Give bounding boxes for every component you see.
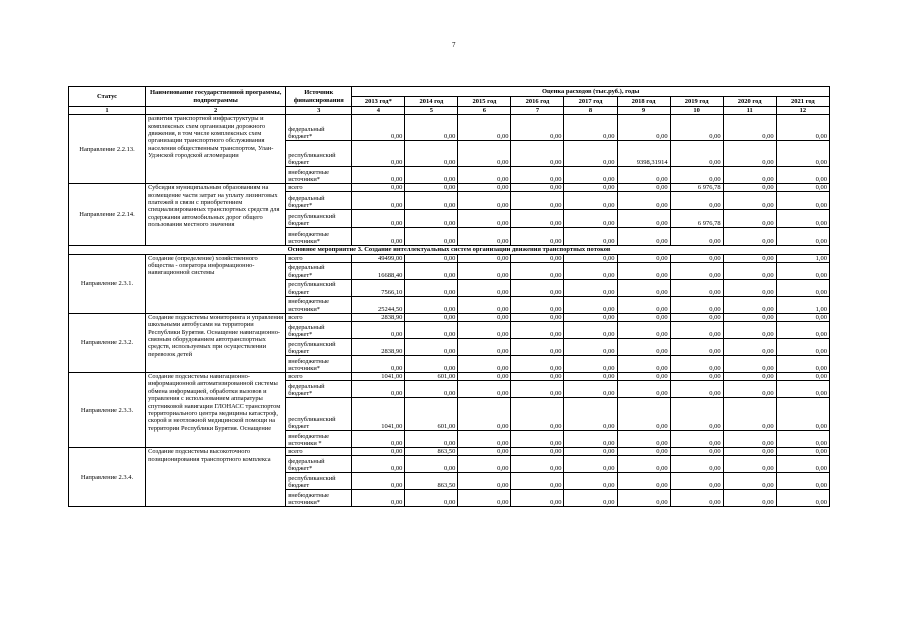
amount-cell: 0,00	[564, 473, 617, 490]
column-number: 12	[776, 107, 829, 115]
amount-cell: 0,00	[617, 431, 670, 448]
amount-cell: 0,00	[511, 339, 564, 356]
amount-cell: 0,00	[776, 192, 829, 210]
amount-cell: 0,00	[670, 381, 723, 398]
funding-source: республиканский бюджет	[286, 339, 352, 356]
amount-cell: 0,00	[617, 381, 670, 398]
amount-cell: 0,00	[776, 115, 829, 141]
funding-source: федеральный бюджет*	[286, 456, 352, 473]
funding-source: всего	[286, 448, 352, 456]
direction-name: развития транспортной инфраструктуры и комплексных схем организации дорожного движения, в том числе комплексных схем организации транспортного обслуживания населения общественным транспортом, Улан-Удэнской городской агломерации	[146, 115, 286, 184]
column-number: 6	[458, 107, 511, 115]
amount-cell: 0,00	[564, 356, 617, 373]
amount-cell: 0,00	[776, 381, 829, 398]
amount-cell: 0,00	[617, 115, 670, 141]
amount-cell: 0,00	[458, 313, 511, 321]
amount-cell: 7566,10	[352, 279, 405, 296]
amount-cell: 0,00	[458, 262, 511, 279]
amount-cell: 0,00	[564, 431, 617, 448]
amount-cell: 0,00	[511, 322, 564, 339]
funding-source: республиканский бюджет	[286, 210, 352, 228]
amount-cell: 0,00	[511, 210, 564, 228]
header-year: 2014 год	[405, 97, 458, 107]
amount-cell: 0,00	[723, 279, 776, 296]
amount-cell: 0,00	[723, 262, 776, 279]
amount-cell: 0,00	[617, 356, 670, 373]
amount-cell: 0,00	[405, 210, 458, 228]
amount-cell: 0,00	[511, 167, 564, 184]
amount-cell: 0,00	[511, 296, 564, 313]
funding-source: внебюджетные источники*	[286, 167, 352, 184]
amount-cell: 0,00	[511, 192, 564, 210]
amount-cell: 0,00	[458, 322, 511, 339]
header-year: 2013 год*	[352, 97, 405, 107]
amount-cell: 0,00	[511, 373, 564, 381]
amount-cell: 0,00	[511, 228, 564, 246]
amount-cell: 0,00	[405, 456, 458, 473]
amount-cell: 0,00	[511, 490, 564, 507]
amount-cell: 0,00	[776, 356, 829, 373]
amount-cell: 0,00	[670, 322, 723, 339]
table-row	[69, 184, 830, 192]
page-number: 7	[452, 41, 456, 49]
amount-cell: 0,00	[405, 228, 458, 246]
amount-cell: 0,00	[352, 115, 405, 141]
amount-cell: 0,00	[511, 262, 564, 279]
amount-cell: 0,00	[511, 279, 564, 296]
amount-cell: 0,00	[564, 490, 617, 507]
amount-cell: 0,00	[458, 279, 511, 296]
amount-cell: 0,00	[458, 296, 511, 313]
amount-cell: 0,00	[458, 373, 511, 381]
amount-cell: 1,00	[776, 296, 829, 313]
amount-cell: 0,00	[776, 279, 829, 296]
amount-cell: 0,00	[776, 228, 829, 246]
amount-cell: 0,00	[776, 141, 829, 167]
column-number: 7	[511, 107, 564, 115]
column-number: 9	[617, 107, 670, 115]
amount-cell: 0,00	[352, 167, 405, 184]
amount-cell: 0,00	[723, 167, 776, 184]
amount-cell: 0,00	[723, 115, 776, 141]
direction-status: Направление 2.3.3.	[69, 373, 146, 448]
header-year: 2020 год	[723, 97, 776, 107]
funding-source: внебюджетные источники*	[286, 296, 352, 313]
amount-cell: 0,00	[458, 167, 511, 184]
amount-cell: 2838,90	[352, 339, 405, 356]
amount-cell: 0,00	[670, 254, 723, 262]
direction-status: Направление 2.3.1.	[69, 254, 146, 313]
amount-cell: 6 976,78	[670, 210, 723, 228]
amount-cell: 1,00	[776, 254, 829, 262]
amount-cell: 0,00	[617, 339, 670, 356]
column-number: 11	[723, 107, 776, 115]
amount-cell: 0,00	[458, 254, 511, 262]
column-number: 8	[564, 107, 617, 115]
direction-name: Создание (определение) хозяйственного общества - оператора информационно-навигационной системы	[146, 254, 286, 313]
amount-cell: 0,00	[723, 448, 776, 456]
amount-cell: 0,00	[511, 141, 564, 167]
funding-source: республиканский бюджет	[286, 398, 352, 431]
column-number: 4	[352, 107, 405, 115]
amount-cell: 0,00	[670, 448, 723, 456]
amount-cell: 0,00	[617, 192, 670, 210]
amount-cell: 0,00	[564, 184, 617, 192]
amount-cell: 0,00	[511, 398, 564, 431]
direction-name: Создание подсистемы навигационно-информационной автоматизированной системы обмена информацией, обработки вызовов и управления с использованием аппаратуры спутниковой навигации ГЛОНАСС транспортом территориального центра медицины катастроф, скорой и неотложной медицинской помощи на территории Республики Бурятия. Оснащение	[146, 373, 286, 448]
amount-cell: 0,00	[776, 184, 829, 192]
table-body	[69, 115, 830, 507]
amount-cell: 0,00	[405, 431, 458, 448]
amount-cell: 0,00	[405, 184, 458, 192]
amount-cell: 0,00	[511, 184, 564, 192]
amount-cell: 0,00	[352, 490, 405, 507]
amount-cell: 0,00	[617, 448, 670, 456]
amount-cell: 1041,00	[352, 398, 405, 431]
amount-cell: 0,00	[617, 279, 670, 296]
amount-cell: 0,00	[670, 279, 723, 296]
funding-source: всего	[286, 184, 352, 192]
header-estimate: Оценка расходов (тыс.руб.), годы	[352, 87, 830, 97]
amount-cell: 0,00	[723, 339, 776, 356]
amount-cell: 0,00	[564, 373, 617, 381]
direction-status: Направление 2.3.4.	[69, 448, 146, 507]
direction-name: Создание подсистемы высокоточного позиционирования транспортного комплекса	[146, 448, 286, 507]
funding-source: федеральный бюджет*	[286, 192, 352, 210]
amount-cell: 0,00	[352, 192, 405, 210]
direction-status: Направление 2.2.13.	[69, 115, 146, 184]
amount-cell: 0,00	[564, 254, 617, 262]
funding-source: федеральный бюджет*	[286, 381, 352, 398]
amount-cell: 0,00	[564, 296, 617, 313]
header-year: 2016 год	[511, 97, 564, 107]
table-row	[69, 254, 830, 262]
header-year: 2019 год	[670, 97, 723, 107]
amount-cell: 0,00	[776, 398, 829, 431]
amount-cell: 0,00	[511, 254, 564, 262]
amount-cell: 0,00	[405, 115, 458, 141]
amount-cell: 0,00	[405, 490, 458, 507]
amount-cell: 0,00	[511, 115, 564, 141]
amount-cell: 0,00	[617, 296, 670, 313]
amount-cell: 0,00	[776, 322, 829, 339]
amount-cell: 0,00	[670, 356, 723, 373]
amount-cell: 0,00	[511, 473, 564, 490]
amount-cell: 0,00	[511, 456, 564, 473]
amount-cell: 0,00	[511, 313, 564, 321]
amount-cell: 0,00	[776, 210, 829, 228]
amount-cell: 16688,40	[352, 262, 405, 279]
funding-source: внебюджетные источники *	[286, 431, 352, 448]
amount-cell: 6 976,78	[670, 184, 723, 192]
table-row	[69, 373, 830, 381]
column-number: 5	[405, 107, 458, 115]
amount-cell: 0,00	[617, 473, 670, 490]
amount-cell: 0,00	[511, 448, 564, 456]
amount-cell: 0,00	[352, 473, 405, 490]
section-title: Основное мероприятие 3. Создание интеллектуальных систем организации движения транспортных потоков	[69, 246, 830, 254]
amount-cell: 0,00	[617, 322, 670, 339]
amount-cell: 0,00	[670, 431, 723, 448]
header-name: Наименование государственной программы, подпрограммы	[146, 87, 286, 107]
column-number: 2	[146, 107, 286, 115]
amount-cell: 0,00	[405, 313, 458, 321]
amount-cell: 0,00	[405, 356, 458, 373]
header-year: 2015 год	[458, 97, 511, 107]
header-source: Источник финансирования	[286, 87, 352, 107]
amount-cell: 0,00	[723, 456, 776, 473]
amount-cell: 0,00	[458, 356, 511, 373]
amount-cell: 0,00	[511, 356, 564, 373]
amount-cell: 0,00	[564, 192, 617, 210]
amount-cell: 0,00	[352, 228, 405, 246]
amount-cell: 0,00	[776, 473, 829, 490]
amount-cell: 0,00	[511, 381, 564, 398]
amount-cell: 0,00	[458, 448, 511, 456]
amount-cell: 0,00	[723, 296, 776, 313]
amount-cell: 1041,00	[352, 373, 405, 381]
amount-cell: 0,00	[617, 184, 670, 192]
amount-cell: 0,00	[458, 192, 511, 210]
amount-cell: 0,00	[776, 373, 829, 381]
funding-source: федеральный бюджет*	[286, 262, 352, 279]
amount-cell: 0,00	[776, 431, 829, 448]
table-row	[69, 115, 830, 141]
amount-cell: 0,00	[511, 431, 564, 448]
header-year: 2017 год	[564, 97, 617, 107]
amount-cell: 0,00	[564, 381, 617, 398]
amount-cell: 0,00	[670, 373, 723, 381]
header-status: Статус	[69, 87, 146, 107]
funding-source: всего	[286, 254, 352, 262]
amount-cell: 0,00	[617, 254, 670, 262]
amount-cell: 0,00	[458, 141, 511, 167]
amount-cell: 0,00	[458, 339, 511, 356]
amount-cell: 0,00	[670, 313, 723, 321]
amount-cell: 0,00	[723, 141, 776, 167]
amount-cell: 0,00	[670, 228, 723, 246]
amount-cell: 0,00	[670, 296, 723, 313]
amount-cell: 0,00	[405, 192, 458, 210]
amount-cell: 0,00	[617, 167, 670, 184]
amount-cell: 0,00	[352, 448, 405, 456]
amount-cell: 0,00	[670, 490, 723, 507]
amount-cell: 0,00	[458, 431, 511, 448]
amount-cell: 0,00	[352, 210, 405, 228]
amount-cell: 601,00	[405, 398, 458, 431]
amount-cell: 0,00	[776, 448, 829, 456]
amount-cell: 0,00	[564, 448, 617, 456]
funding-source: республиканский бюджет	[286, 141, 352, 167]
amount-cell: 0,00	[564, 279, 617, 296]
amount-cell: 0,00	[670, 167, 723, 184]
amount-cell: 0,00	[670, 141, 723, 167]
amount-cell: 0,00	[776, 313, 829, 321]
amount-cell: 0,00	[564, 228, 617, 246]
amount-cell: 0,00	[776, 167, 829, 184]
amount-cell: 0,00	[670, 115, 723, 141]
amount-cell: 0,00	[458, 115, 511, 141]
amount-cell: 0,00	[723, 192, 776, 210]
direction-status: Направление 2.3.2.	[69, 313, 146, 372]
amount-cell: 0,00	[564, 141, 617, 167]
amount-cell: 0,00	[405, 254, 458, 262]
amount-cell: 863,50	[405, 473, 458, 490]
amount-cell: 25244,50	[352, 296, 405, 313]
amount-cell: 0,00	[617, 456, 670, 473]
amount-cell: 0,00	[670, 262, 723, 279]
amount-cell: 0,00	[564, 322, 617, 339]
amount-cell: 0,00	[458, 456, 511, 473]
header-numbers-row	[69, 107, 830, 115]
amount-cell: 0,00	[564, 339, 617, 356]
amount-cell: 0,00	[352, 456, 405, 473]
amount-cell: 0,00	[723, 322, 776, 339]
amount-cell: 0,00	[670, 339, 723, 356]
amount-cell: 0,00	[405, 296, 458, 313]
table-header	[69, 87, 830, 115]
amount-cell: 49499,00	[352, 254, 405, 262]
amount-cell: 0,00	[617, 313, 670, 321]
funding-source: внебюджетные источники*	[286, 490, 352, 507]
section-row	[69, 246, 830, 254]
amount-cell: 0,00	[723, 398, 776, 431]
table-row	[69, 448, 830, 456]
amount-cell: 0,00	[776, 490, 829, 507]
amount-cell: 0,00	[617, 262, 670, 279]
amount-cell: 0,00	[617, 373, 670, 381]
amount-cell: 0,00	[405, 262, 458, 279]
amount-cell: 0,00	[723, 184, 776, 192]
amount-cell: 0,00	[670, 456, 723, 473]
amount-cell: 0,00	[776, 456, 829, 473]
amount-cell: 0,00	[352, 184, 405, 192]
amount-cell: 0,00	[564, 262, 617, 279]
amount-cell: 0,00	[564, 398, 617, 431]
amount-cell: 0,00	[723, 431, 776, 448]
amount-cell: 0,00	[564, 115, 617, 141]
column-number: 10	[670, 107, 723, 115]
amount-cell: 0,00	[617, 490, 670, 507]
amount-cell: 863,50	[405, 448, 458, 456]
amount-cell: 0,00	[617, 210, 670, 228]
amount-cell: 0,00	[723, 381, 776, 398]
amount-cell: 0,00	[723, 490, 776, 507]
amount-cell: 0,00	[405, 141, 458, 167]
amount-cell: 0,00	[670, 473, 723, 490]
table-row	[69, 313, 830, 321]
amount-cell: 0,00	[564, 210, 617, 228]
funding-source: внебюджетные источники*	[286, 228, 352, 246]
direction-name: Создание подсистемы мониторинга и управления школьными автобусами на территории Республики Бурятия. Оснащение навигационно-связным оборудованием автотранспортных средств, используемых при осуществлении перевозок детей	[146, 313, 286, 372]
amount-cell: 0,00	[405, 339, 458, 356]
amount-cell: 0,00	[723, 228, 776, 246]
column-number: 3	[286, 107, 352, 115]
amount-cell: 0,00	[776, 262, 829, 279]
amount-cell: 2838,90	[352, 313, 405, 321]
amount-cell: 0,00	[352, 141, 405, 167]
funding-source: всего	[286, 313, 352, 321]
amount-cell: 0,00	[352, 356, 405, 373]
amount-cell: 0,00	[458, 228, 511, 246]
header-year: 2021 год	[776, 97, 829, 107]
amount-cell: 0,00	[405, 322, 458, 339]
amount-cell: 0,00	[458, 473, 511, 490]
amount-cell: 0,00	[723, 473, 776, 490]
header-year: 2018 год	[617, 97, 670, 107]
funding-source: федеральный бюджет*	[286, 115, 352, 141]
amount-cell: 0,00	[405, 167, 458, 184]
amount-cell: 0,00	[458, 210, 511, 228]
amount-cell: 0,00	[564, 456, 617, 473]
funding-source: республиканский бюджет	[286, 473, 352, 490]
amount-cell: 0,00	[776, 339, 829, 356]
amount-cell: 0,00	[352, 431, 405, 448]
amount-cell: 0,00	[458, 398, 511, 431]
amount-cell: 0,00	[723, 356, 776, 373]
amount-cell: 0,00	[352, 381, 405, 398]
amount-cell: 0,00	[352, 322, 405, 339]
amount-cell: 0,00	[723, 313, 776, 321]
amount-cell: 0,00	[564, 313, 617, 321]
amount-cell: 0,00	[458, 490, 511, 507]
amount-cell: 0,00	[723, 254, 776, 262]
amount-cell: 0,00	[723, 373, 776, 381]
amount-cell: 0,00	[458, 184, 511, 192]
direction-name: Субсидия муниципальным образованиям на возмещение части затрат на уплату лизинговых платежей в связи с приобретением специализированных транспортных средств для содержания автомобильных дорог общего пользования местного значения	[146, 184, 286, 246]
amount-cell: 0,00	[458, 381, 511, 398]
amount-cell: 601,00	[405, 373, 458, 381]
amount-cell: 0,00	[723, 210, 776, 228]
direction-status: Направление 2.2.14.	[69, 184, 146, 246]
amount-cell: 9398,31914	[617, 141, 670, 167]
amount-cell: 0,00	[617, 228, 670, 246]
amount-cell: 0,00	[564, 167, 617, 184]
column-number: 1	[69, 107, 146, 115]
amount-cell: 0,00	[670, 192, 723, 210]
funding-source: всего	[286, 373, 352, 381]
amount-cell: 0,00	[405, 279, 458, 296]
amount-cell: 0,00	[405, 381, 458, 398]
funding-source: республиканский бюджет	[286, 279, 352, 296]
amount-cell: 0,00	[670, 398, 723, 431]
funding-source: внебюджетные источники*	[286, 356, 352, 373]
expenditure-table	[68, 86, 830, 507]
funding-source: федеральный бюджет*	[286, 322, 352, 339]
amount-cell: 0,00	[617, 398, 670, 431]
